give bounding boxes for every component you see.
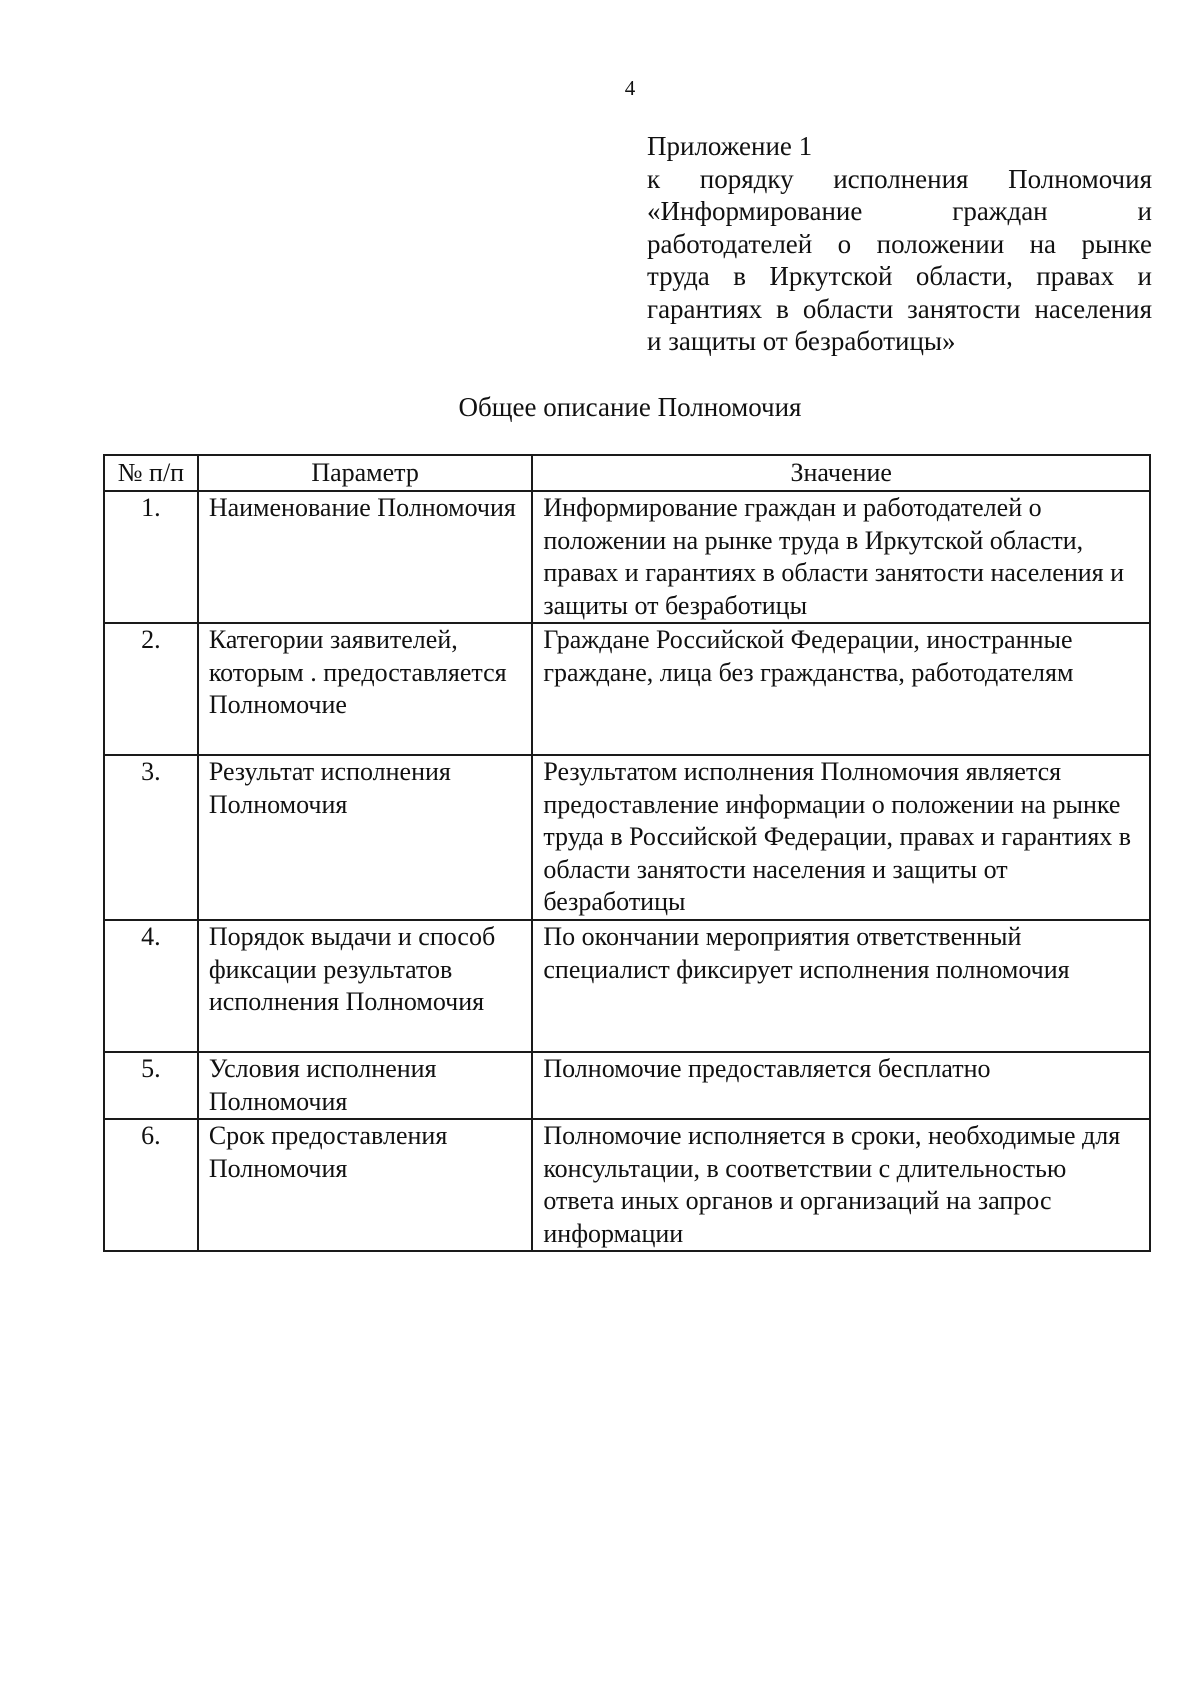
parameters-table (103, 454, 1151, 1252)
row-number: 3. (104, 755, 198, 920)
row-number: 1. (104, 491, 198, 623)
appendix-line: работодателей о положении на рынке (647, 228, 1152, 259)
row-number: 4. (104, 920, 198, 1052)
table-row (104, 623, 1150, 755)
document-title: Общее описание Полномочия (458, 392, 802, 422)
row-value: Информирование граждан и работодателей о положении на рынке труда в Иркутской области, правах и гарантиях в области занятости населения и защиты от безработицы (532, 491, 1150, 623)
row-value: Полномочие предоставляется бесплатно (532, 1052, 1150, 1119)
table-row (104, 755, 1150, 920)
appendix-line: Приложение 1 (647, 131, 813, 161)
row-parameter: Наименование Полномочия (198, 491, 533, 623)
row-value: По окончании мероприятия ответственный специалист фиксирует исполнения полномочия (532, 920, 1150, 1052)
table-row (104, 1052, 1150, 1119)
row-value: Результатом исполнения Полномочия является предоставление информации о положении на рынке труда в Российской Федерации, правах и гарантиях в области занятости населения и защиты от безработицы (532, 755, 1150, 920)
row-parameter: Результат исполнения Полномочия (198, 755, 533, 920)
row-value: Полномочие исполняется в сроки, необходимые для консультации, в соответствии с длительностью ответа иных органов и организаций на запрос информации (532, 1119, 1150, 1251)
header-number: № п/п (104, 455, 198, 491)
row-parameter: Условия исполнения Полномочия (198, 1052, 533, 1119)
header-parameter: Параметр (198, 455, 533, 491)
appendix-line: к порядку исполнения Полномочия (647, 163, 1152, 194)
page-number: 4 (624, 76, 636, 100)
row-parameter: Категории заявителей, которым . предоставляется Полномочие (198, 623, 533, 755)
appendix-line: «Информирование граждан и (647, 196, 1152, 226)
header-value: Значение (532, 455, 1150, 491)
row-parameter: Порядок выдачи и способ фиксации результатов исполнения Полномочия (198, 920, 533, 1052)
row-number: 6. (104, 1119, 198, 1251)
row-number: 2. (104, 623, 198, 755)
table-header-row (104, 455, 1150, 491)
row-value: Граждане Российской Федерации, иностранные граждане, лица без гражданства, работодателям (532, 623, 1150, 755)
appendix-line: гарантиях в области занятости населения (647, 293, 1152, 324)
appendix-reference (647, 130, 1152, 358)
appendix-line: труда в Иркутской области, правах и (647, 261, 1152, 291)
row-number: 5. (104, 1052, 198, 1119)
appendix-line: и защиты от безработицы» (647, 326, 956, 356)
row-parameter: Срок предоставления Полномочия (198, 1119, 533, 1251)
table-row (104, 491, 1150, 623)
table-row (104, 920, 1150, 1052)
table-row (104, 1119, 1150, 1251)
